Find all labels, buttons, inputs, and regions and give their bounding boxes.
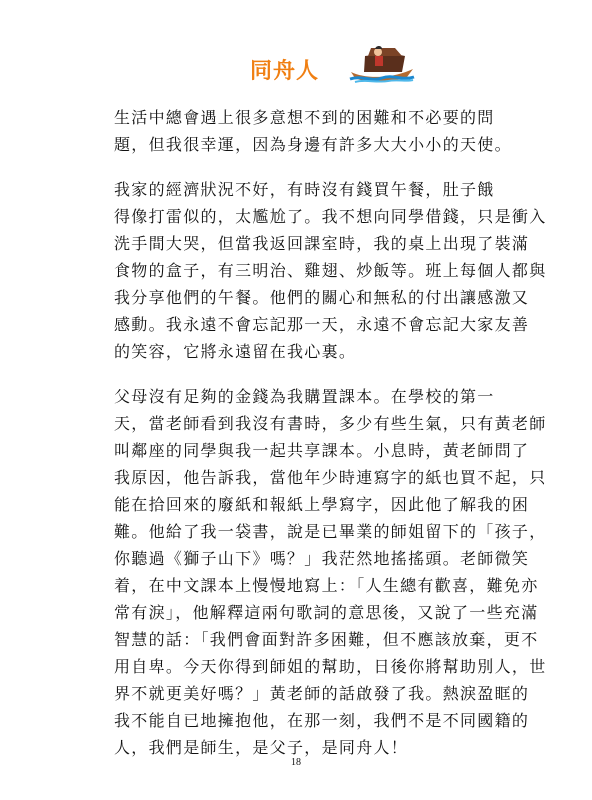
text-line: 人，我們是師生，是父子，是同舟人！ [114,738,409,757]
page-number: 18 [291,757,301,768]
text-line: 食物的盒子，有三明治、雞翅、炒飯等。班上每個人都與 [114,261,547,280]
text-line: 得像打雷似的，太尷尬了。我不想向同學借錢，只是衝入 [114,207,547,226]
article-body [82,104,547,779]
text-line: 界不就更美好嗎？」黃老師的話啟發了我。熱淚盈眶的 [114,684,530,703]
text-line: 能在拾回來的廢紙和報紙上學寫字，因此他了解我的困 [114,495,530,514]
text-line: 叫鄰座的同學與我一起共享課本。小息時，黃老師問了 [114,441,530,460]
text-line: 你聽過《獅子山下》嗎？」我茫然地搖搖頭。老師微笑 [114,549,530,568]
text-line: 常有淚」，他解釋這兩句歌詞的意思後，又說了一些充滿 [114,603,539,622]
text-line: 用自卑。今天你得到師姐的幫助，日後你將幫助別人，世 [114,657,547,676]
header [0,44,592,88]
text-line: 天，當老師看到我沒有書時，多少有些生氣，只有黃老師 [114,414,547,433]
text-line: 智慧的話：「我們會面對許多困難，但不應該放棄，更不 [114,630,539,649]
text-line: 我原因，他告訴我，當他年少時連寫字的紙也買不起，只 [114,468,547,487]
page-title: 同舟人 [250,59,320,84]
text-line: 我家的經濟狀況不好，有時沒有錢買午餐，肚子餓 [114,180,495,199]
text-line: 題，但我很幸運，因為身邊有許多大大小小的天使。 [114,135,512,154]
text-line: 的笑容，它將永遠留在我心裏。 [114,342,357,361]
person-in-boat-illustration [347,44,417,84]
paragraph-1 [82,104,530,158]
text-line: 難。他給了我一袋書，說是已畢業的師姐留下的「孩子， [114,522,547,541]
text-line: 父母沒有足夠的金錢為我購置課本。在學校的第一 [114,387,495,406]
text-line: 洗手間大哭，但當我返回課室時，我的桌上出現了裝滿 [114,234,530,253]
paragraph-2 [82,176,547,365]
text-line: 着，在中文課本上慢慢地寫上：「人生總有歡喜，難免亦 [114,576,539,595]
text-line: 我不能自已地擁抱他，在那一刻，我們不是不同國籍的 [114,711,530,730]
paragraph-3 [82,383,547,761]
text-line: 感動。我永遠不會忘記那一天，永遠不會忘記大家友善 [114,315,530,334]
text-line: 生活中總會遇上很多意想不到的困難和不必要的問 [114,108,495,127]
text-line: 我分享他們的午餐。他們的關心和無私的付出讓感激又 [114,288,530,307]
